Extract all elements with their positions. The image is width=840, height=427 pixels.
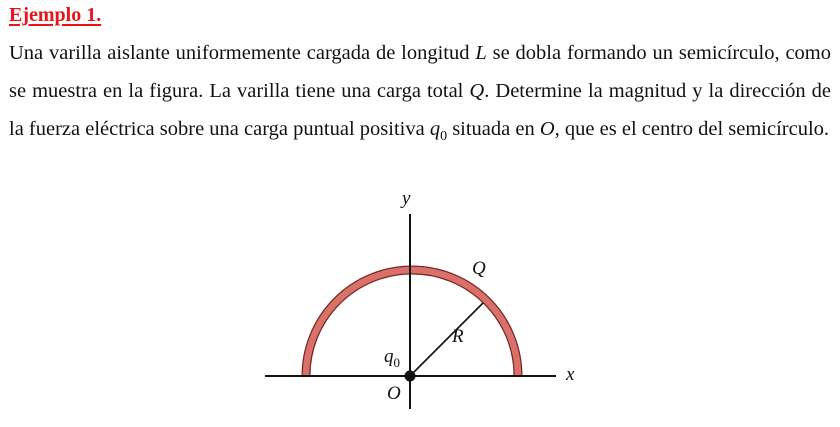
y-axis-label: y bbox=[402, 188, 411, 209]
figure-diagram bbox=[250, 186, 590, 422]
text-part-1: Una varilla aislante uniformemente cargada de longitud bbox=[9, 42, 476, 64]
text-part-2: se dobla formando un semicírculo, como se muestra en la figura. La varilla tiene una carga total bbox=[9, 42, 831, 102]
charged-rod-fill bbox=[306, 270, 518, 376]
radius-R-label: R bbox=[452, 326, 464, 347]
text-part-4: situada en bbox=[447, 118, 540, 140]
point-charge bbox=[405, 371, 416, 382]
symbol-q0: $q_0$ bbox=[429, 118, 448, 145]
semicircle-figure bbox=[250, 186, 590, 422]
text-part-5: , que es el centro del semicírculo. bbox=[554, 118, 830, 140]
symbol-Q: Q bbox=[469, 80, 485, 102]
radius-line bbox=[410, 303, 483, 376]
symbol-L: L bbox=[475, 42, 487, 64]
problem-statement bbox=[9, 34, 831, 156]
origin-O-label: O bbox=[387, 383, 401, 404]
text-part-3: . Determine la magnitud y la dirección de la fuerza eléctrica sobre una carga puntual positiva bbox=[9, 80, 831, 140]
charge-Q-label: Q bbox=[472, 258, 486, 279]
charge-q0-label: $q_0$ bbox=[384, 346, 400, 370]
x-axis-label: x bbox=[566, 364, 575, 385]
example-heading: Ejemplo 1. bbox=[9, 4, 102, 26]
symbol-O: O bbox=[539, 118, 555, 140]
charged-rod bbox=[306, 270, 518, 376]
